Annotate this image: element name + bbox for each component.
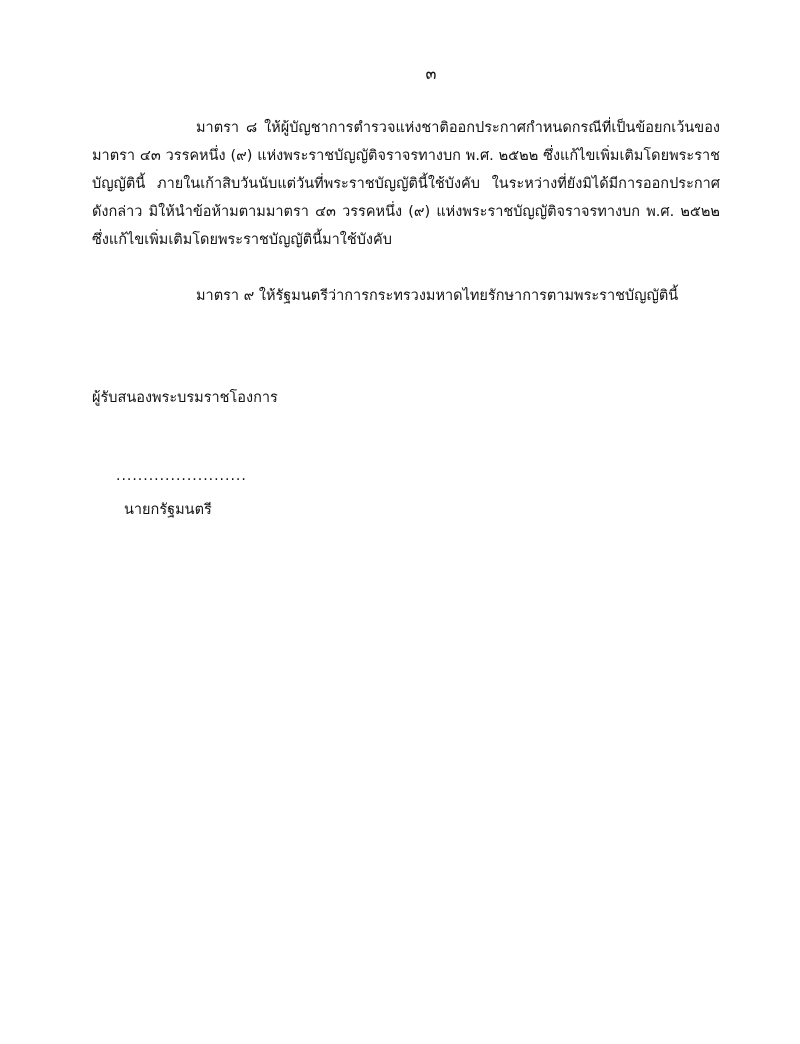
section-8-line: ซึ่งแก้ไขเพิ่มเติมโดยพระราชบัญญัตินี้มาใช้บังคับ xyxy=(92,232,392,248)
page-number: ๓ xyxy=(425,64,437,83)
section-8-line: ดังกล่าว มิให้นำข้อห้ามตามมาตรา ๔๓ วรรคหนึ่ง (๙) แห่งพระราชบัญญัติจราจรทางบก พ.ศ. ๒๕๒๒ xyxy=(92,204,720,220)
section-8-line: มาตรา ๘ ให้ผู้บัญชาการตำรวจแห่งชาติออกประกาศกำหนดกรณีที่เป็นข้อยกเว้นของ xyxy=(196,120,720,136)
section-9-line: มาตรา ๙ ให้รัฐมนตรีว่าการกระทรวงมหาดไทยรักษาการตามพระราชบัญญัตินี้ xyxy=(196,288,679,304)
section-8-paragraph xyxy=(92,114,720,254)
signer-title: นายกรัฐมนตรี xyxy=(124,502,212,518)
section-9-paragraph xyxy=(92,282,720,310)
section-8-line: บัญญัตินี้ ภายในเก้าสิบวันนับแต่วันที่พระราชบัญญัตินี้ใช้บังคับ ในระหว่างที่ยังมิได้มีการออกประกาศ xyxy=(92,176,720,192)
signature-line: ........................ xyxy=(116,468,247,484)
section-8-line: มาตรา ๔๓ วรรคหนึ่ง (๙) แห่งพระราชบัญญัติจราจรทางบก พ.ศ. ๒๕๒๒ ซึ่งแก้ไขเพิ่มเติมโดยพระราช xyxy=(92,148,720,164)
countersign-label: ผู้รับสนองพระบรมราชโองการ xyxy=(92,390,278,406)
